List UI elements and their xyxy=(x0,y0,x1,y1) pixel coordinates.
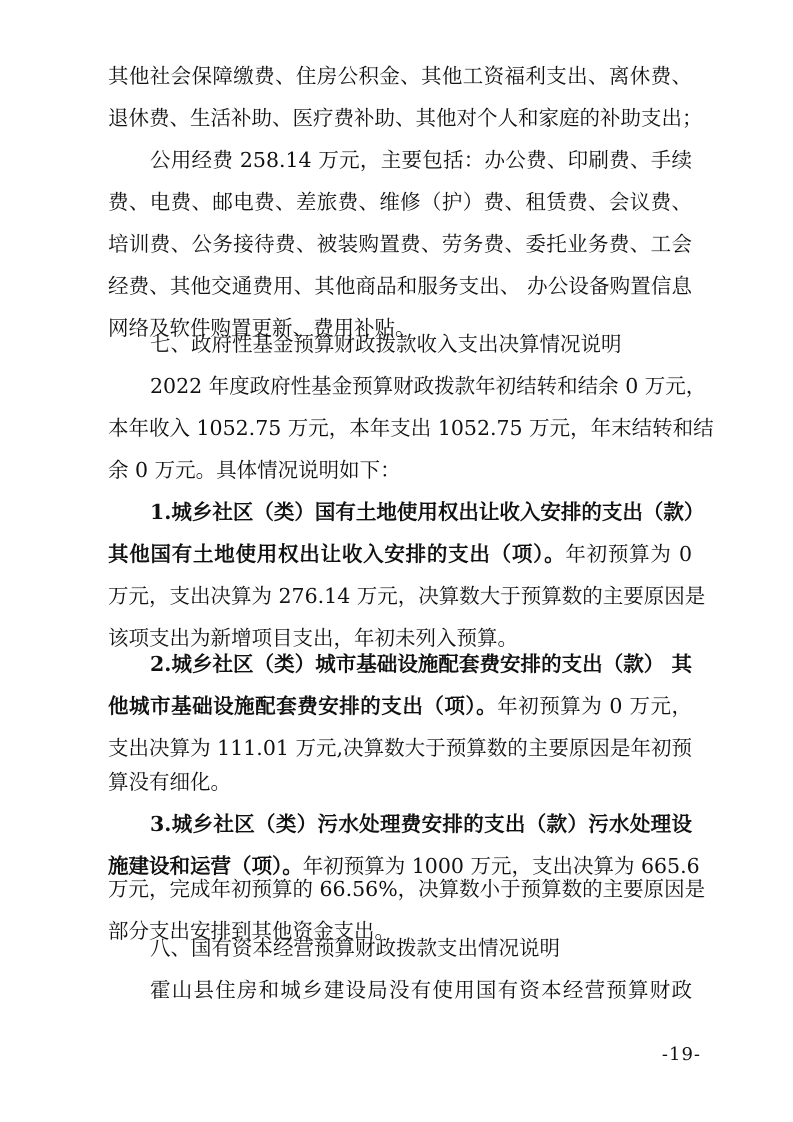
item-3-text: 年初预算为 1000 万元，支出决算为 665.6 xyxy=(302,854,700,878)
paragraph-line: 万元，支出决算为 276.14 万元，决算数大于预算数的主要原因是 xyxy=(108,584,706,608)
paragraph-line: 其他社会保障缴费、住房公积金、其他工资福利支出、离休费、 xyxy=(108,64,692,88)
item-heading-2: 2.城乡社区（类）城市基础设施配套费安排的支出（款） 其 xyxy=(150,652,692,676)
paragraph-line: 部分支出安排到其他资金支出。 xyxy=(108,919,395,943)
section-heading-7: 七、政府性基金预算财政拨款收入支出决算情况说明 xyxy=(150,332,622,356)
item-heading-1-continued: 其他国有土地使用权出让收入安排的支出（项）。 xyxy=(108,542,566,566)
item-2-text: 年初预算为 0 万元， xyxy=(497,694,693,718)
paragraph-line: 该项支出为新增项目支出，年初未列入预算。 xyxy=(108,626,518,650)
paragraph-line: 支出决算为 111.01 万元,决算数大于预算数的主要原因是年初预 xyxy=(108,736,692,760)
paragraph-line: 退休费、生活补助、医疗费补助、其他对个人和家庭的补助支出； xyxy=(108,106,703,130)
section-heading-8: 八、国有资本经营预算财政拨款支出情况说明 xyxy=(150,936,560,960)
item-heading-3-continued: 施建设和运营（项）。 xyxy=(108,854,303,878)
paragraph-line: 余 0 万元。具体情况说明如下： xyxy=(108,458,401,482)
item-heading-2-continued: 他城市基础设施配套费安排的支出（项）。 xyxy=(108,694,498,718)
item-heading-3: 3.城乡社区（类）污水处理费安排的支出（款）污水处理设 xyxy=(150,812,692,836)
paragraph-line: 算没有细化。 xyxy=(108,770,231,794)
item-heading-1: 1.城乡社区（类）国有土地使用权出让收入安排的支出（款） xyxy=(150,500,705,524)
item-2-line xyxy=(108,688,692,724)
paragraph-line: 网络及软件购置更新、费用补贴。 xyxy=(108,316,416,340)
page-number: -19- xyxy=(661,1044,701,1065)
paragraph-line: 公用经费 258.14 万元，主要包括：办公费、印刷费、手续 xyxy=(150,148,692,172)
paragraph-line: 费、电费、邮电费、差旅费、维修（护）费、租赁费、会议费、 xyxy=(108,190,692,214)
paragraph-line: 万元，完成年初预算的 66.56%，决算数小于预算数的主要原因是 xyxy=(108,877,706,901)
paragraph-line: 2022 年度政府性基金预算财政拨款年初结转和结余 0 万元， xyxy=(150,374,707,398)
item-1-line xyxy=(108,536,692,572)
paragraph-line: 培训费、公务接待费、被装购置费、劳务费、委托业务费、工会 xyxy=(108,232,692,256)
paragraph-line: 经费、其他交通费用、其他商品和服务支出、 办公设备购置信息 xyxy=(108,274,692,298)
paragraph-line: 本年收入 1052.75 万元，本年支出 1052.75 万元，年末结转和结 xyxy=(108,416,714,440)
paragraph-line: 霍山县住房和城乡建设局没有使用国有资本经营预算财政 xyxy=(150,978,692,1002)
item-1-text: 年初预算为 0 xyxy=(565,542,693,566)
